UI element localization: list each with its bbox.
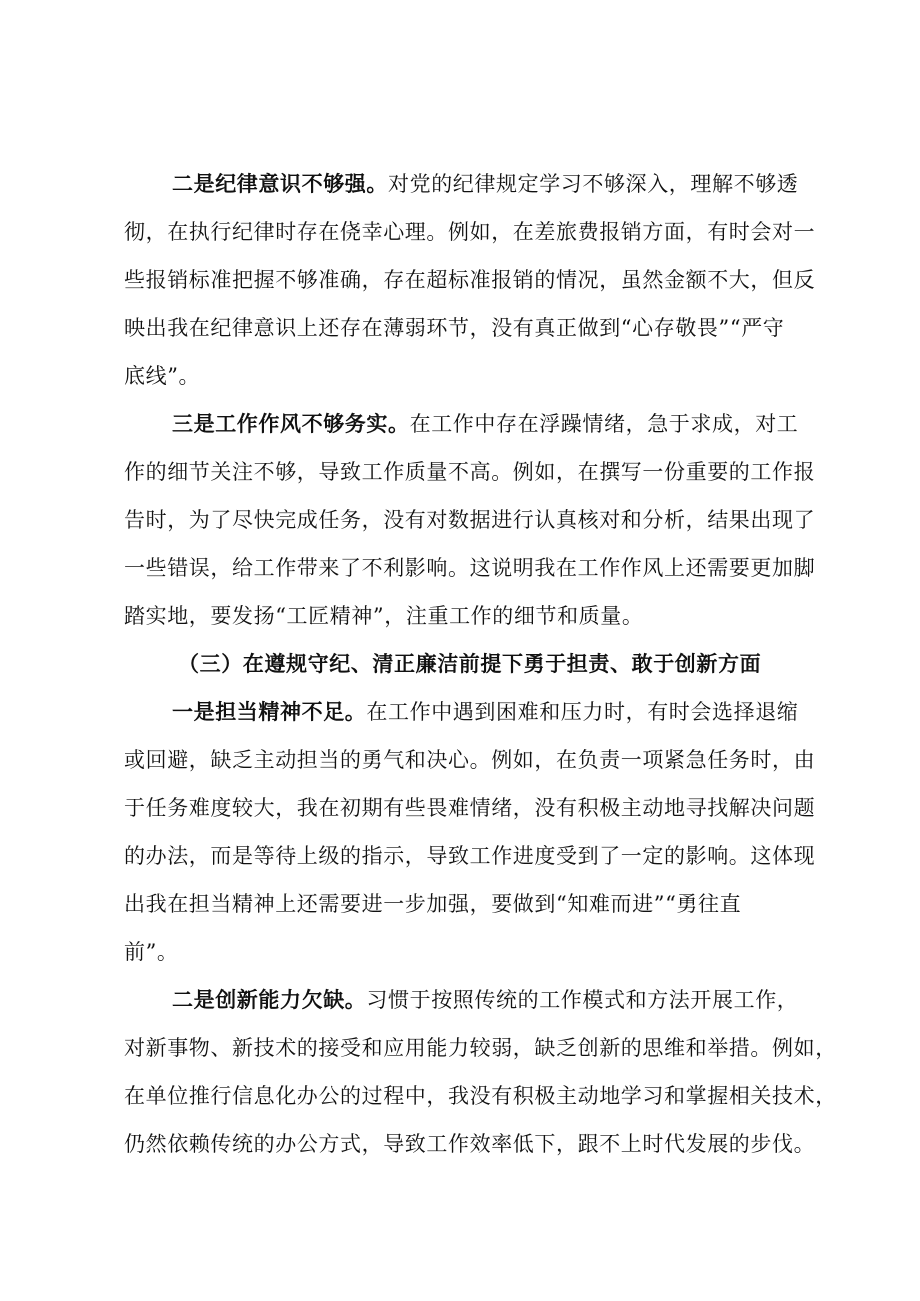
paragraph-line	[172, 700, 798, 724]
paragraph-line: 彻，在执行纪律时存在侥幸心理。例如，在差旅费报销方面，有时会对一	[124, 220, 816, 244]
paragraph-line: 作的细节关注不够，导致工作质量不高。例如，在撰写一份重要的工作报	[124, 460, 816, 484]
paragraph-line: 对新事物、新技术的接受和应用能力较弱，缺乏创新的思维和举措。例如，	[124, 1036, 837, 1060]
paragraph-text: 习惯于按照传统的工作模式和方法开展工作，	[366, 988, 799, 1012]
paragraph-line: 告时，为了尽快完成任务，没有对数据进行认真核对和分析，结果出现了	[124, 508, 816, 532]
paragraph-line: 底线”。	[124, 364, 201, 388]
paragraph-text: 在工作中存在浮躁情绪，急于求成，对工	[409, 412, 799, 436]
paragraph-line: 于任务难度较大，我在初期有些畏难情绪，没有积极主动地寻找解决问题	[124, 796, 816, 820]
paragraph-text: 对党的纪律规定学习不够深入，理解不够透	[388, 172, 799, 196]
paragraph-lead: 二是纪律意识不够强。	[172, 171, 388, 196]
paragraph-line: 的办法，而是等待上级的指示，导致工作进度受到了一定的影响。这体现	[124, 844, 816, 868]
paragraph-lead: 二是创新能力欠缺。	[172, 987, 367, 1012]
paragraph-line: 仍然依赖传统的办公方式，导致工作效率低下，跟不上时代发展的步伐。	[124, 1132, 816, 1156]
paragraph-line	[172, 412, 798, 436]
paragraph-text: 在工作中遇到困难和压力时，有时会选择退缩	[366, 700, 799, 724]
paragraph-line: 踏实地，要发扬“工匠精神”，注重工作的细节和质量。	[124, 604, 644, 628]
paragraph-lead: 三是工作作风不够务实。	[172, 411, 410, 436]
paragraph-line: 或回避，缺乏主动担当的勇气和决心。例如，在负责一项紧急任务时，由	[124, 748, 816, 772]
section-heading: （三）在遵规守纪、清正廉洁前提下勇于担责、敢于创新方面	[178, 651, 762, 676]
paragraph-line	[172, 172, 798, 196]
paragraph-line: 前”。	[124, 940, 179, 964]
paragraph-line: 些报销标准把握不够准确，存在超标准报销的情况，虽然金额不大，但反	[124, 268, 816, 292]
paragraph-line: 一些错误，给工作带来了不利影响。这说明我在工作作风上还需要更加脚	[124, 556, 816, 580]
paragraph-lead: 一是担当精神不足。	[172, 699, 367, 724]
paragraph-line: 在单位推行信息化办公的过程中，我没有积极主动地学习和掌握相关技术，	[124, 1084, 837, 1108]
paragraph-line: 出我在担当精神上还需要进一步加强，要做到“知难而进”“勇往直	[124, 892, 742, 916]
paragraph-line	[172, 988, 798, 1012]
paragraph-line: 映出我在纪律意识上还存在薄弱环节，没有真正做到“心存敬畏”“严守	[124, 316, 785, 340]
